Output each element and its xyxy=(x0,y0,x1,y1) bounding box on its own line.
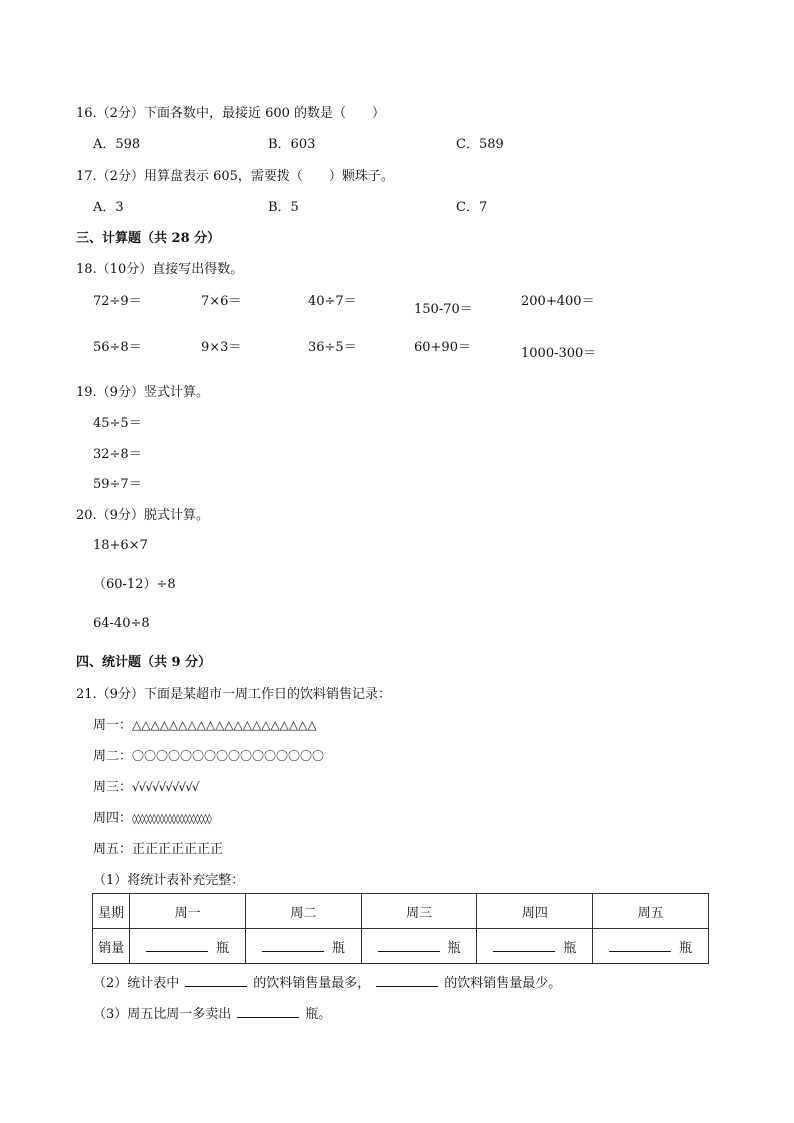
q18-item: 9×3＝ xyxy=(201,340,242,355)
q19-item: 45÷5＝ xyxy=(93,416,142,431)
q18-item: 60+90＝ xyxy=(414,340,471,355)
record-day-label: 周四： xyxy=(93,811,133,826)
q16-option-b: B．603 xyxy=(268,137,316,152)
circle-marks: 〇〇〇〇〇〇〇〇〇〇〇〇〇〇〇〇 xyxy=(132,749,325,763)
table-header-cell: 周一 xyxy=(130,894,246,929)
q16-option-c: C．589 xyxy=(456,137,504,152)
record-wednesday xyxy=(93,776,198,795)
sub2-text-b: 的饮料销售量最多， xyxy=(253,976,371,991)
table-header-cell: 星期 xyxy=(93,894,130,929)
table-header-cell: 周四 xyxy=(477,894,593,929)
table-header-row xyxy=(93,894,709,929)
unit-label: 瓶 xyxy=(216,940,230,956)
sub3-text-b: 瓶。 xyxy=(305,1007,332,1022)
answer-blank-most[interactable] xyxy=(185,974,247,987)
q21-sub2 xyxy=(93,972,561,991)
unit-label: 瓶 xyxy=(679,940,693,956)
unit-label: 瓶 xyxy=(447,940,461,956)
table-row-label: 销量 xyxy=(93,929,130,964)
q18-item: 150-70＝ xyxy=(414,302,473,317)
q21-stem: 21.（9分）下面是某超市一周工作日的饮料销售记录： xyxy=(76,687,391,702)
q19-stem: 19.（9分）竖式计算。 xyxy=(76,385,209,400)
record-monday xyxy=(93,714,317,733)
record-day-label: 周三： xyxy=(93,780,133,795)
record-tuesday xyxy=(93,745,324,764)
q18-item: 36÷5＝ xyxy=(308,340,357,355)
q17-stem: 17.（2分）用算盘表示 605，需要拨（ ）颗珠子。 xyxy=(76,169,394,184)
record-day-label: 周二： xyxy=(93,749,133,764)
q17-option-c: C．7 xyxy=(456,200,488,215)
zheng-marks: 正正正正正正正 xyxy=(132,842,224,857)
table-header-cell: 周三 xyxy=(361,894,477,929)
record-friday xyxy=(93,838,223,857)
answer-blank[interactable] xyxy=(262,939,324,952)
diamond-marks: ◊◊◊◊◊◊◊◊◊◊◊◊◊◊◊◊◊◊◊◊ xyxy=(132,814,211,825)
section-3-heading: 三、计算题（共 28 分） xyxy=(76,231,221,246)
sub2-text-c: 的饮料销售量最少。 xyxy=(444,976,562,991)
answer-blank[interactable] xyxy=(493,939,555,952)
stats-table xyxy=(92,893,709,964)
q18-item: 72÷9＝ xyxy=(93,294,142,309)
answer-blank[interactable] xyxy=(146,939,208,952)
q21-sub3 xyxy=(93,1003,331,1022)
q20-item: （60-12）÷8 xyxy=(93,577,176,592)
q16-stem: 16.（2分）下面各数中，最接近 600 的数是（ ） xyxy=(76,106,386,121)
answer-blank-difference[interactable] xyxy=(237,1005,299,1018)
answer-blank-least[interactable] xyxy=(376,974,438,987)
unit-label: 瓶 xyxy=(331,940,345,956)
record-thursday xyxy=(93,807,211,826)
answer-cell xyxy=(593,929,709,964)
table-header-cell: 周五 xyxy=(593,894,709,929)
q16-option-a: A．598 xyxy=(93,137,141,152)
q18-item: 1000-300＝ xyxy=(521,346,597,361)
q17-option-b: B．5 xyxy=(268,200,299,215)
q17-option-a: A．3 xyxy=(93,200,124,215)
sub3-text-a: （3）周五比周一多卖出 xyxy=(93,1007,232,1022)
q20-stem: 20.（9分）脱式计算。 xyxy=(76,508,209,523)
triangle-marks: △△△△△△△△△△△△△△△△△△△△ xyxy=(132,718,317,732)
section-4-heading: 四、统计题（共 9 分） xyxy=(76,655,212,670)
answer-cell xyxy=(130,929,246,964)
q18-item: 40÷7＝ xyxy=(308,294,357,309)
table-row xyxy=(93,929,709,964)
answer-cell xyxy=(361,929,477,964)
answer-cell xyxy=(477,929,593,964)
q21-sub1: （1）将统计表补充完整： xyxy=(93,873,245,888)
q20-item: 64-40÷8 xyxy=(93,616,150,631)
q20-item: 18+6×7 xyxy=(93,538,148,553)
q19-item: 32÷8＝ xyxy=(93,447,142,462)
q18-item: 7×6＝ xyxy=(201,294,242,309)
sub2-text-a: （2）统计表中 xyxy=(93,976,180,991)
answer-blank[interactable] xyxy=(609,939,671,952)
q19-item: 59÷7＝ xyxy=(93,477,142,492)
q18-item: 200+400＝ xyxy=(521,294,595,309)
answer-blank[interactable] xyxy=(378,939,440,952)
table-header-cell: 周二 xyxy=(245,894,361,929)
record-day-label: 周五： xyxy=(93,842,133,857)
unit-label: 瓶 xyxy=(563,940,577,956)
answer-cell xyxy=(245,929,361,964)
q18-item: 56÷8＝ xyxy=(93,340,142,355)
record-day-label: 周一： xyxy=(93,718,133,733)
q18-stem: 18.（10分）直接写出得数。 xyxy=(76,262,244,277)
check-marks: √√√√√√√√√√ xyxy=(132,780,199,794)
